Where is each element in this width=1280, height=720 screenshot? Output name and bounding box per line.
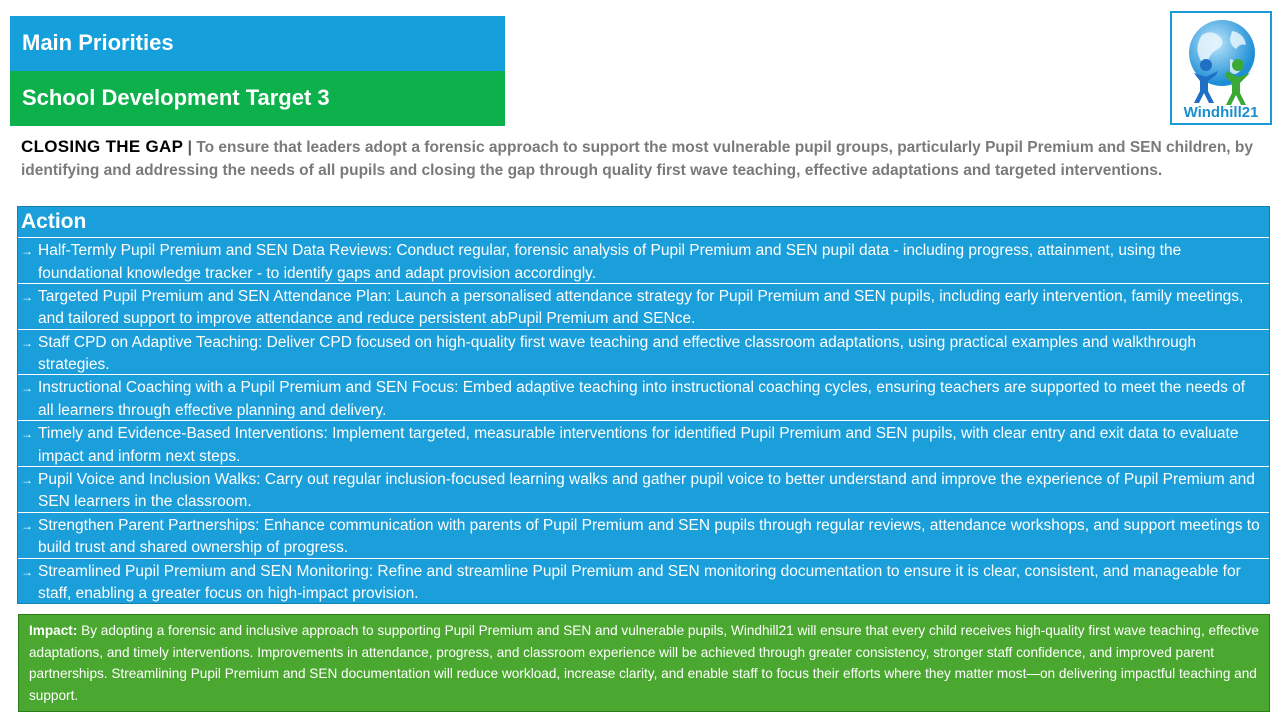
arrow-icon: → xyxy=(21,564,33,579)
goal-text: To ensure that leaders adopt a forensic approach to support the most vulnerable pupil groups, particularly Pupil Premium and SEN children, by identifying and addressing the needs of all pupils and closing the gap through quality first wave teaching, effective adaptations and targeted interventions. xyxy=(21,139,1254,179)
arrow-icon: → xyxy=(21,381,33,396)
impact-label: Impact: xyxy=(29,623,78,638)
action-item xyxy=(18,421,1269,467)
impact-box xyxy=(18,614,1270,712)
school-development-target-header: School Development Target 3 xyxy=(10,71,505,126)
action-item xyxy=(18,513,1269,559)
action-text: Streamlined Pupil Premium and SEN Monitoring: Refine and streamline Pupil Premium and SEN monitoring documentation to ensure it is clear, consistent, and manageable for staff, enabling a greater focus on high-impact provision. xyxy=(38,562,1241,603)
actions-heading: Action xyxy=(18,207,1269,238)
globe-with-children-logo-icon xyxy=(1172,13,1270,105)
action-text: Timely and Evidence-Based Interventions: Implement targeted, measurable interventions for identified Pupil Premium and SEN pupils, with clear entry and exit data to evaluate impact and inform next steps. xyxy=(38,425,1239,465)
action-item xyxy=(18,467,1269,513)
action-item xyxy=(18,284,1269,330)
arrow-icon: → xyxy=(21,244,33,258)
arrow-icon: → xyxy=(21,427,33,442)
goal-separator: | xyxy=(187,139,192,156)
action-text: Strengthen Parent Partnerships: Enhance communication with parents of Pupil Premium and SEN pupils through regular reviews, attendance workshops, and support meetings to build trust and shared ownership of progress. xyxy=(38,516,1260,557)
action-text: Staff CPD on Adaptive Teaching: Deliver CPD focused on high-quality first wave teaching and effective classroom adaptations, using practical examples and walkthrough strategies. xyxy=(38,333,1196,374)
actions-table xyxy=(17,206,1270,604)
logo-text: Windhill21 xyxy=(1183,104,1259,121)
action-text: Half-Termly Pupil Premium and SEN Data Reviews: Conduct regular, forensic analysis of Pupil Premium and SEN pupil data - including progress, attainment, using the foundational knowledge tracker - to identify gaps and adapt provision accordingly. xyxy=(38,242,1182,282)
arrow-icon: → xyxy=(21,472,33,487)
action-item xyxy=(18,559,1269,605)
main-priorities-header: Main Priorities xyxy=(10,16,505,71)
goal-tag: CLOSING THE GAP xyxy=(21,137,184,156)
action-item xyxy=(18,375,1269,421)
impact-text: By adopting a forensic and inclusive approach to supporting Pupil Premium and SEN and vulnerable pupils, Windhill21 will ensure that every child receives high-quality first wave teaching, effective adaptations, and timely interventions. Improvements in attendance, progress, and classroom experience will be achieved through greater consistency, stronger staff confidence, and improved parent partnerships. Streamlining Pupil Premium and SEN documentation will reduce workload, increase clarity, and enable staff to focus their efforts where they matter most—on delivering impactful teaching and support. xyxy=(29,623,1259,704)
action-item xyxy=(18,238,1269,284)
arrow-icon: → xyxy=(21,289,33,304)
arrow-icon: → xyxy=(21,518,33,533)
arrow-icon: → xyxy=(21,335,33,350)
action-text: Pupil Voice and Inclusion Walks: Carry out regular inclusion-focused learning walks and gather pupil voice to better understand and improve the experience of Pupil Premium and SEN learners in the classroom. xyxy=(38,470,1255,511)
goal-statement xyxy=(21,136,1253,182)
action-text: Targeted Pupil Premium and SEN Attendance Plan: Launch a personalised attendance strategy for Pupil Premium and SEN pupils, including early intervention, family meetings, and tailored support to improve attendance and reduce persistent abPupil Premium and SENce. xyxy=(38,287,1244,328)
windhill21-logo xyxy=(1170,11,1272,125)
action-text: Instructional Coaching with a Pupil Premium and SEN Focus: Embed adaptive teaching into instructional coaching cycles, ensuring teachers are supported to meet the needs of all learners through effective planning and delivery. xyxy=(38,379,1246,419)
action-item xyxy=(18,330,1269,376)
